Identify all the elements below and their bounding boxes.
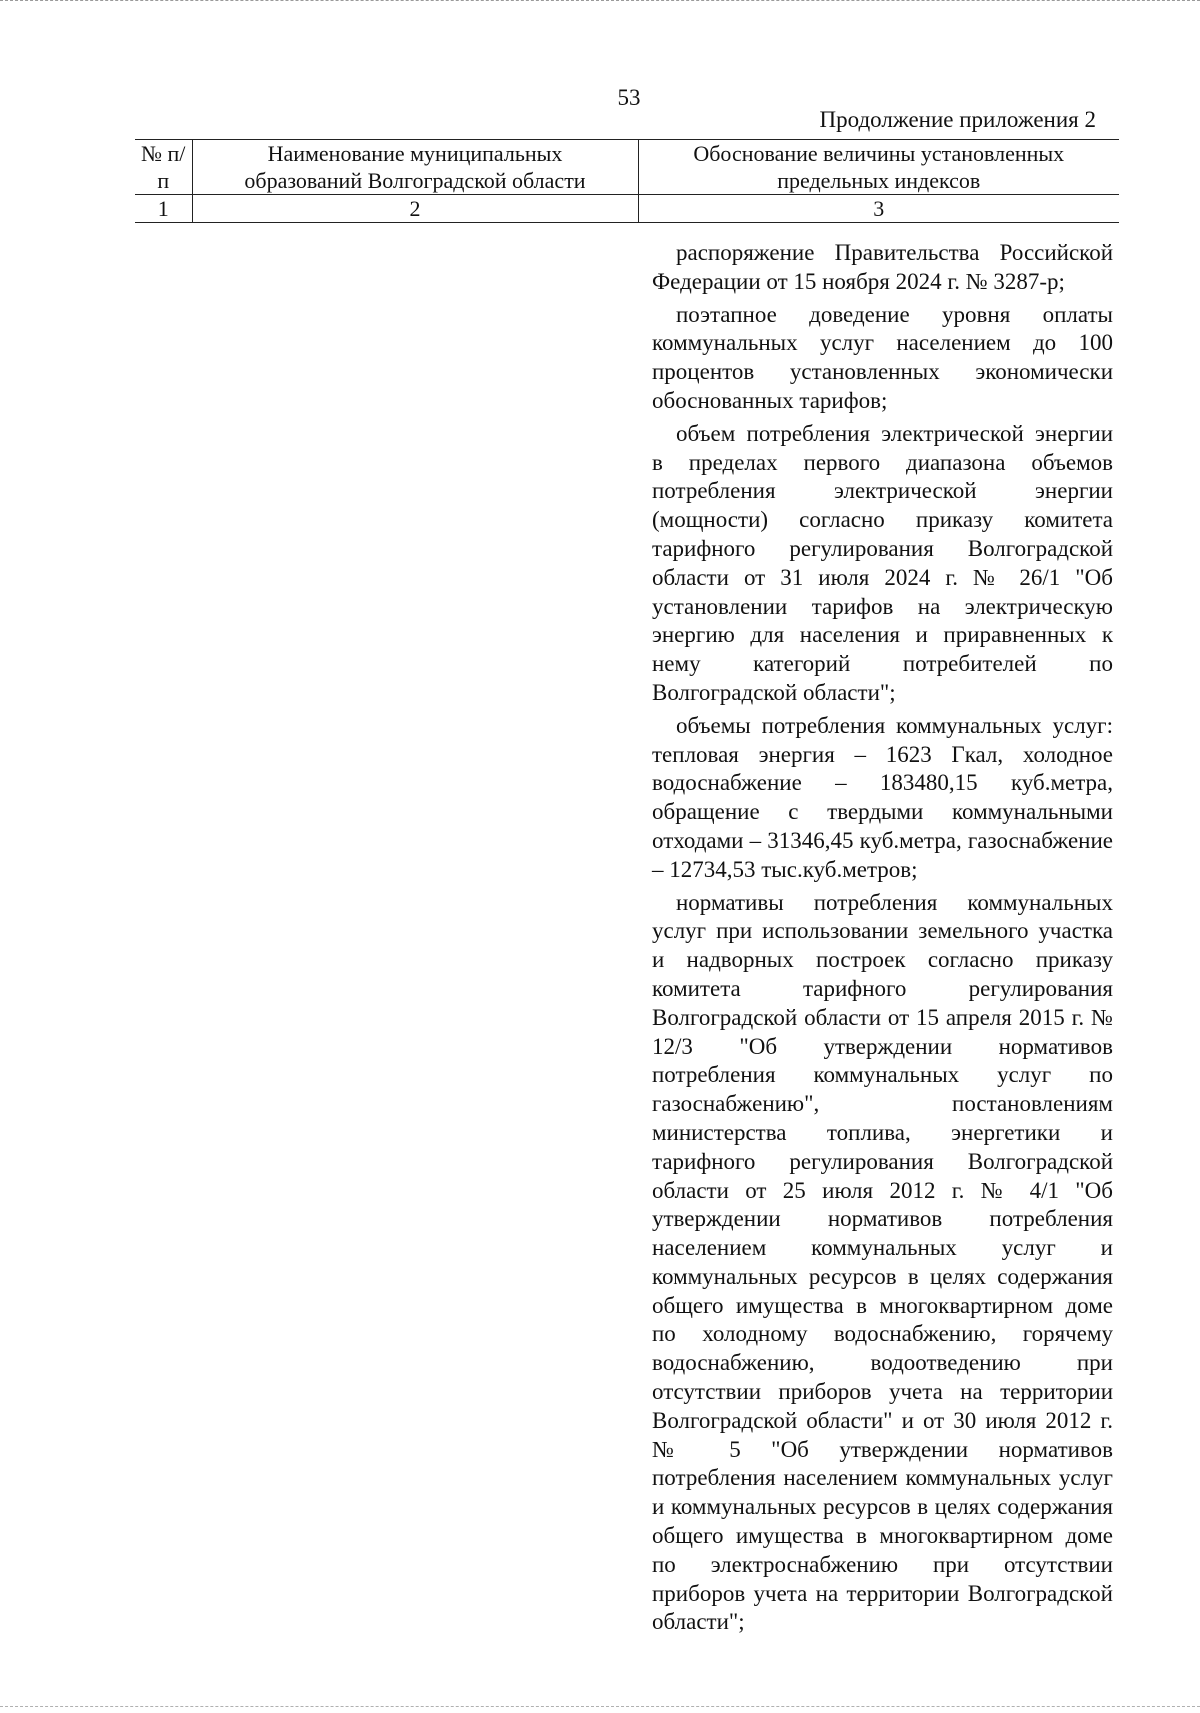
column-number-1: 1	[135, 195, 192, 223]
table-header-row	[135, 140, 1119, 195]
header-justification: Обоснование величины установленных предельных индексов	[638, 140, 1119, 195]
page-number: 53	[617, 85, 641, 110]
header-number: № п/п	[135, 140, 192, 195]
table-column-number-row	[135, 195, 1119, 223]
justification-text	[652, 239, 1113, 1641]
justification-paragraph: объемы потребления коммунальных услуг: тепловая энергия – 1623 Гкал, холодное водоснабжение – 183480,15 куб.метра, обращение с твердыми коммунальными отходами – 31346,45 куб.метра, газоснабжение – 12734,53 тыс.куб.метров;	[652, 712, 1113, 882]
justification-paragraph: распоряжение Правительства Российской Федерации от 15 ноября 2024 г. № 3287-р;	[652, 240, 1113, 294]
justification-paragraph: поэтапное доведение уровня оплаты коммунальных услуг населением до 100 процентов установленных экономически обоснованных тарифов;	[652, 301, 1113, 413]
column-number-2: 2	[192, 195, 638, 223]
column-number-3: 3	[638, 195, 1119, 223]
justification-paragraph: объем потребления электрической энергии в пределах первого диапазона объемов потребления электрической энергии (мощности) согласно приказу комитета тарифного регулирования Волгоградской области от 31 июля 2024 г. № 26/1 "Об установлении тарифов на электрическую энергию для населения и приравненных к нему категорий потребителей по Волгоградской области";	[652, 420, 1113, 705]
scan-edge-top	[0, 0, 1200, 3]
appendix-continuation-label: Продолжение приложения 2	[819, 107, 1096, 132]
appendix-table-header	[135, 139, 1119, 223]
scan-edge-bottom	[0, 1706, 1200, 1709]
header-municipality: Наименование муниципальных образований Волгоградской области	[192, 140, 638, 195]
justification-paragraph: нормативы потребления коммунальных услуг при использовании земельного участка и надворных построек согласно приказу комитета тарифного регулирования Волгоградской области от 15 апреля 2015 г. № 12/3 "Об утверждении нормативов потребления коммунальных услуг по газоснабжению", постановлениям министерства топлива, энергетики и тарифного регулирования Волгоградской области от 25 июля 2012 г. № 4/1 "Об утверждении нормативов потребления населением коммунальных услуг и коммунальных ресурсов в целях содержания общего имущества в многоквартирном доме по холодному водоснабжению, горячему водоснабжению, водоотведению при отсутствии приборов учета на территории Волгоградской области" и от 30 июля 2012 г. № 5 "Об утверждении нормативов потребления населением коммунальных услуг и коммунальных ресурсов в целях содержания общего имущества в многоквартирном доме по электроснабжению при отсутствии приборов учета на территории Волгоградской области";	[652, 889, 1113, 1635]
